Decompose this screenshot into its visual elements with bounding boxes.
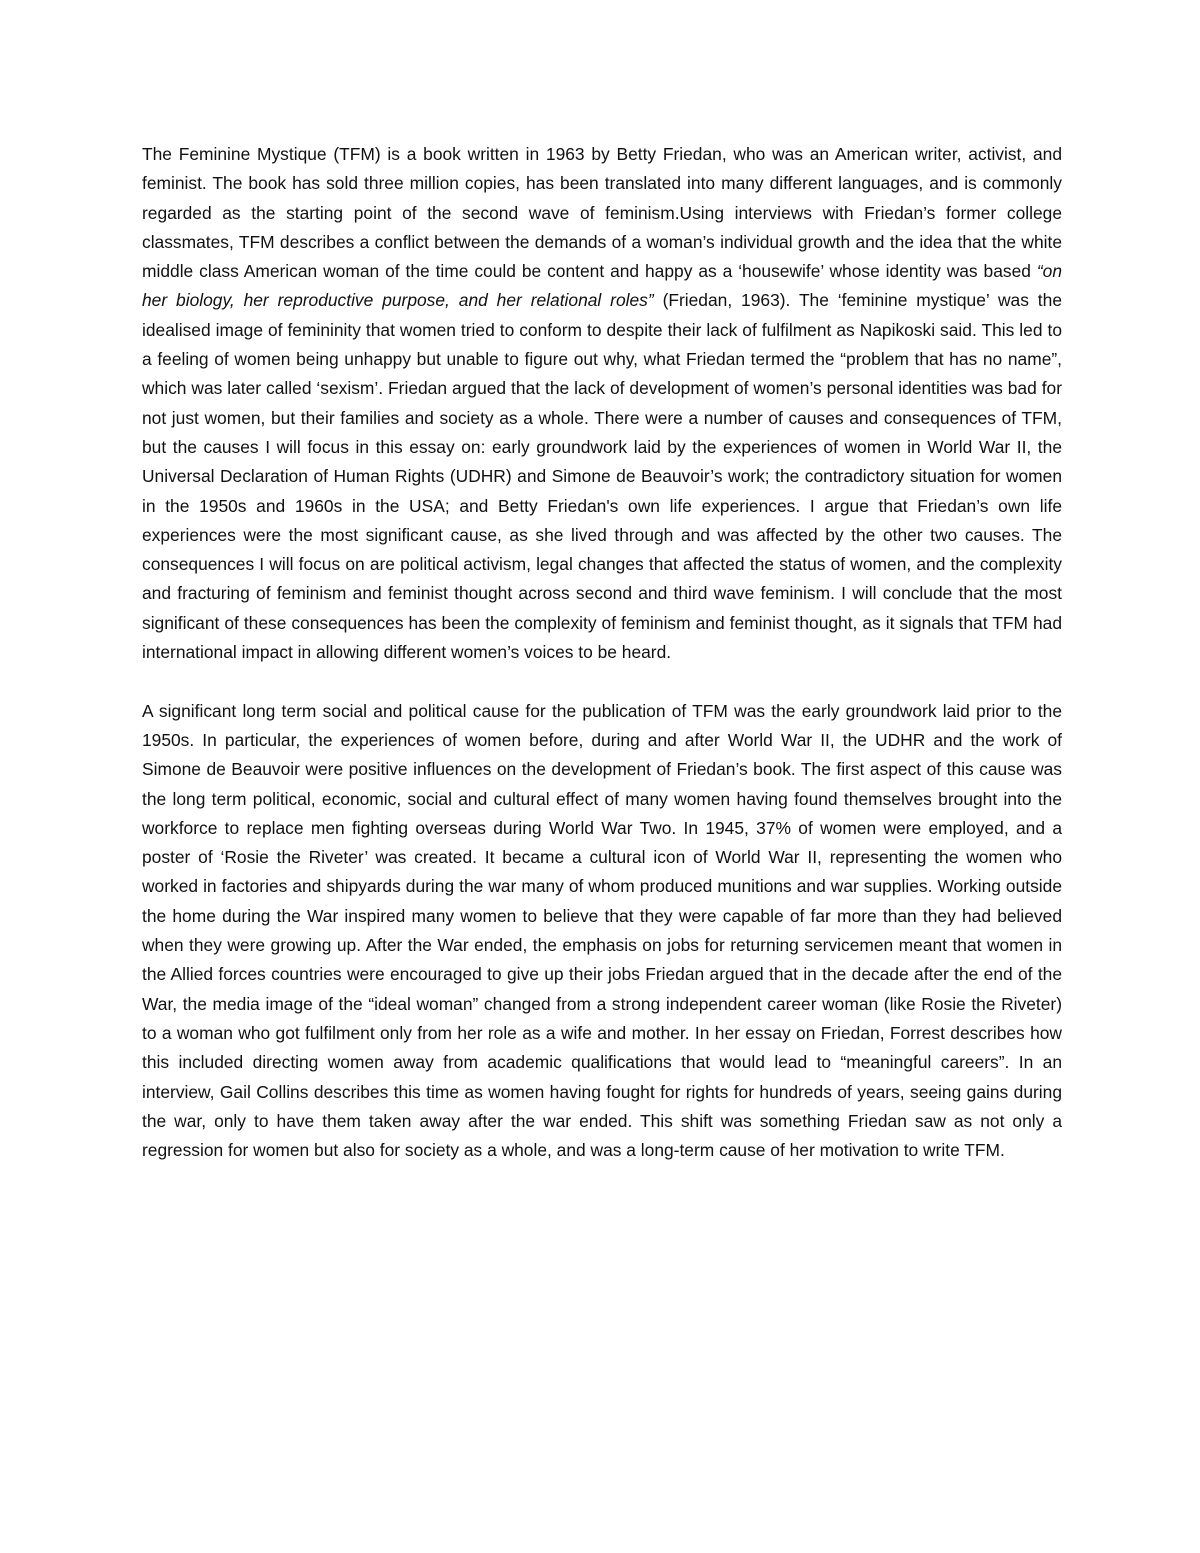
paragraph-1-quote: “on her biology, her reproductive purpose, and her relational roles” [142,261,1062,311]
paragraph-1 [142,140,1062,667]
paragraph-2-text: A significant long term social and political cause for the publication of TFM was the early groundwork laid prior to the 1950s. In particular, the experiences of women before, during and after World War II, the UDHR and the work of Simone de Beauvoir were positive influences on the development of Friedan’s book. The first aspect of this cause was the long term political, economic, social and cultural effect of many women having found themselves brought into the workforce to replace men fighting overseas during World War Two. In 1945, 37% of women were employed, and a poster of ‘Rosie the Riveter’ was created. It became a cultural icon of World War II, representing the women who worked in factories and shipyards during the war many of whom produced munitions and war supplies. Working outside the home during the War inspired many women to believe that they were capable of far more than they had believed when they were growing up. After the War ended, the emphasis on jobs for returning servicemen meant that women in the Allied forces countries were encouraged to give up their jobs Friedan argued that in the decade after the end of the War, the media image of the “ideal woman” changed from a strong independent career woman (like Rosie the Riveter) to a woman who got fulfilment only from her role as a wife and mother. In her essay on Friedan, Forrest describes how this included directing women away from academic qualifications that would lead to “meaningful careers”. In an interview, Gail Collins describes this time as women having fought for rights for hundreds of years, seeing gains during the war, only to have them taken away after the war ended. This shift was something Friedan saw as not only a regression for women but also for society as a whole, and was a long-term cause of her motivation to write TFM. [142,700,1062,1161]
paragraph-2 [142,697,1062,1166]
paragraph-1-text-a: The Feminine Mystique (TFM) is a book written in 1963 by Betty Friedan, who was an American writer, activist, and feminist. The book has sold three million copies, has been translated into many different languages, and is commonly regarded as the starting point of the second wave of feminism.Using interviews with Friedan’s former college classmates, TFM describes a conflict between the demands of a woman’s individual growth and the idea that the white middle class American woman of the time could be content and happy as a ‘housewife’ whose identity was based [142,144,1062,282]
document-body [142,140,1062,1165]
paragraph-1-text-b: (Friedan, 1963). The ‘feminine mystique’ was the idealised image of femininity that women tried to conform to despite their lack of fulfilment as Napikoski said. This led to a feeling of women being unhappy but unable to figure out why, what Friedan termed the “problem that has no name”, which was later called ‘sexism’. Friedan argued that the lack of development of women’s personal identities was bad for not just women, but their families and society as a whole. There were a number of causes and consequences of TFM, but the causes I will focus in this essay on: early groundwork laid by the experiences of women in World War II, the Universal Declaration of Human Rights (UDHR) and Simone de Beauvoir’s work; the contradictory situation for women in the 1950s and 1960s in the USA; and Betty Friedan's own life experiences. I argue that Friedan’s own life experiences were the most significant cause, as she lived through and was affected by the other two causes. The consequences I will focus on are political activism, legal changes that affected the status of women, and the complexity and fracturing of feminism and feminist thought across second and third wave feminism. I will conclude that the most significant of these consequences has been the complexity of feminism and feminist thought, as it signals that TFM had international impact in allowing different women’s voices to be heard. [142,290,1062,663]
